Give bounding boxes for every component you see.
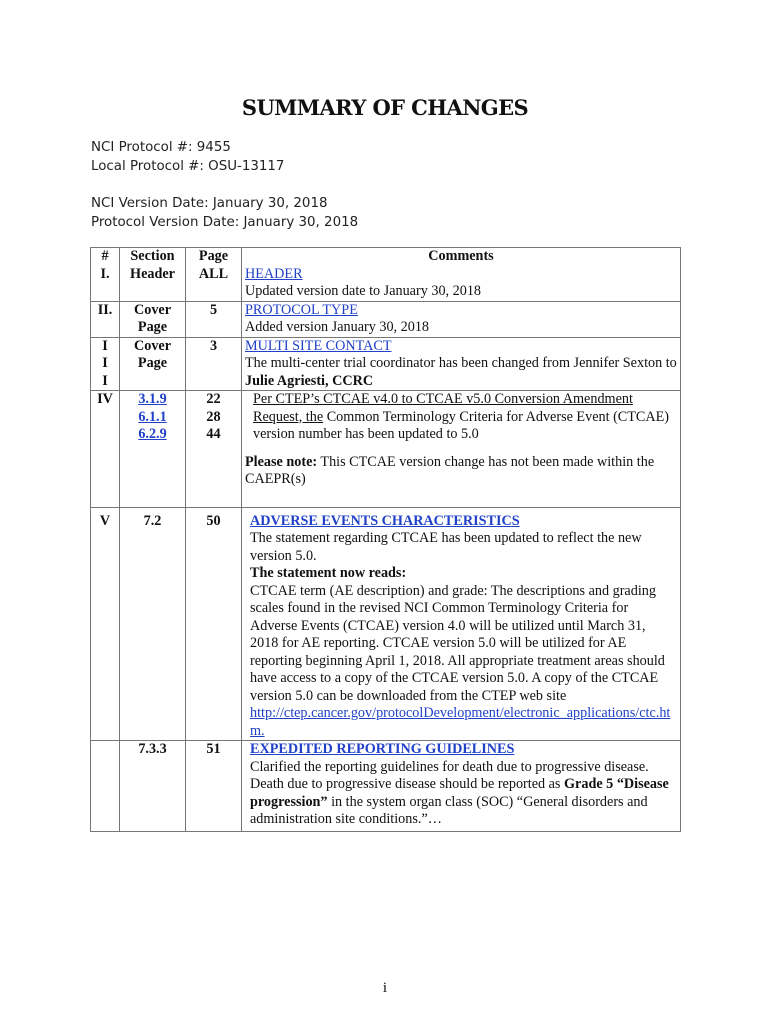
table-row (91, 301, 681, 337)
comment-text: Clarified the reporting guidelines for death due to progressive disease. Death due to progressive disease should be reported as (250, 758, 649, 792)
page-num: 44 (206, 426, 221, 442)
note-text: This CTCAE version change has not been made within the CAEPR(s) (245, 453, 655, 487)
row-comments (242, 507, 681, 741)
table-header-row (91, 248, 681, 266)
comment-text: The statement regarding CTCAE has been updated to reflect the new version 5.0. (250, 530, 642, 564)
row-num: I. (91, 266, 120, 302)
row-page: 5 (186, 301, 242, 337)
row-num: II. (91, 301, 120, 337)
row-num (91, 741, 120, 832)
col-section: Section (120, 248, 186, 266)
col-page: Page (186, 248, 242, 266)
table-row (91, 507, 681, 741)
statement-body: CTCAE term (AE description) and grade: The descriptions and grading scales found in the revised NCI Common Terminology Criteria for Adverse Events (CTCAE) version 4.0 will be utilized until March 31, 2018 for AE reporting. CTCAE version 5.0 will be utilized for AE reporting beginning April 1, 2018. All appropriate treatment areas should have access to a copy of the CTCAE version 5.0. A copy of the CTCAE version 5.0 can be downloaded from the CTEP web site (250, 582, 665, 704)
row-page: 51 (186, 741, 242, 832)
section-link[interactable]: 6.1.1 (138, 408, 167, 425)
coordinator-name: Julie Agriesti, CCRC (245, 372, 374, 389)
section-link[interactable]: 6.2.9 (138, 426, 167, 442)
nci-protocol: NCI Protocol #: 9455 (91, 140, 231, 155)
row-num: IV (91, 391, 120, 508)
header-link[interactable]: HEADER (245, 265, 303, 282)
changes-table (90, 247, 681, 832)
table-row (91, 741, 681, 832)
row-page: ALL (186, 266, 242, 302)
comment-text: Added version January 30, 2018 (245, 319, 430, 335)
local-protocol: Local Protocol #: OSU-13117 (91, 159, 285, 174)
row-num: III (91, 337, 120, 391)
comment-text: Common Terminology Criteria for Adverse Event (CTCAE) version number has been updated to 5.0 (253, 408, 670, 442)
note-label: Please note: (245, 453, 318, 470)
multi-site-contact-link[interactable]: MULTI SITE CONTACT (245, 337, 392, 354)
row-section: Header (120, 266, 186, 302)
page-number: i (382, 980, 388, 996)
row-comments (242, 741, 681, 832)
row-section: 7.2 (120, 507, 186, 741)
statement-label: The statement now reads: (250, 565, 407, 581)
row-section: Cover Page (120, 337, 186, 391)
row-section (120, 391, 186, 508)
amendment-reference: Per CTEP’s CTCAE v4.0 to CTCAE v5.0 Conversion Amendment Request, the (253, 391, 633, 425)
ctep-url-link[interactable]: http://ctep.cancer.gov/protocolDevelopment/electronic_applications/ctc.htm. (250, 705, 671, 739)
page-num: 28 (206, 408, 221, 425)
row-page: 50 (186, 507, 242, 741)
protocol-version-date: Protocol Version Date: January 30, 2018 (91, 215, 359, 230)
expedited-reporting-link[interactable]: EXPEDITED REPORTING GUIDELINES (250, 741, 515, 757)
protocol-type-link[interactable]: PROTOCOL TYPE (245, 301, 358, 318)
comment-text: The multi-center trial coordinator has been changed from Jennifer Sexton to (245, 355, 677, 371)
table-row (91, 266, 681, 302)
row-comments (242, 337, 681, 391)
row-comments (242, 301, 681, 337)
protocol-ids (91, 138, 284, 176)
row-page: 3 (186, 337, 242, 391)
table-row (91, 337, 681, 391)
col-num: # (91, 248, 120, 266)
row-comments (242, 391, 681, 508)
page-title: SUMMARY OF CHANGES (241, 95, 529, 120)
row-section: 7.3.3 (120, 741, 186, 832)
section-link[interactable]: 3.1.9 (138, 391, 167, 407)
row-num: V (91, 507, 120, 741)
page-num: 22 (206, 391, 221, 407)
table-row (91, 391, 681, 508)
comment-text: Updated version date to January 30, 2018 (245, 283, 482, 299)
col-comments: Comments (242, 248, 681, 266)
grade-term: Grade 5 “Disease progression” (250, 776, 669, 810)
nci-version-date: NCI Version Date: January 30, 2018 (91, 196, 328, 211)
row-section: Cover Page (120, 301, 186, 337)
row-page (186, 391, 242, 508)
version-dates (91, 194, 358, 232)
row-comments (242, 266, 681, 302)
comment-text-cont: in the system organ class (SOC) “General disorders and administration site conditions.”… (250, 793, 648, 827)
adverse-events-link[interactable]: ADVERSE EVENTS CHARACTERISTICS (250, 512, 520, 529)
